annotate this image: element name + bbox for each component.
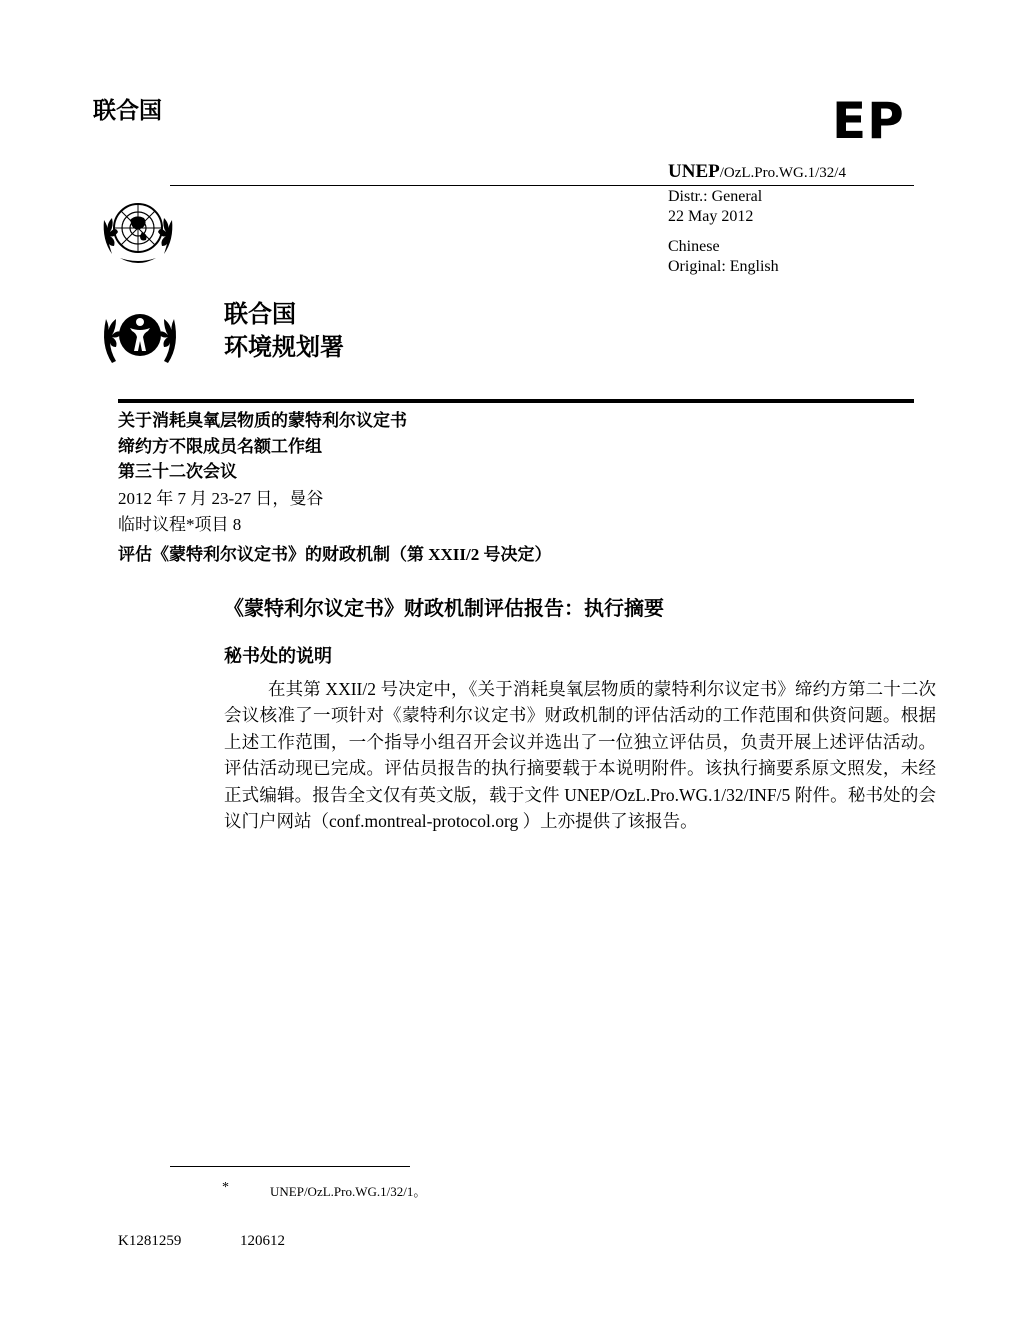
unep-name-line2: 环境规划署: [224, 333, 344, 361]
job-number: K1281259: [118, 1233, 182, 1249]
issue-date: 22 May 2012: [668, 208, 754, 225]
header-rule: [170, 185, 914, 186]
meeting-line-protocol: 关于消耗臭氧层物质的蒙特利尔议定书: [118, 411, 407, 430]
original-language: Original: English: [668, 258, 779, 275]
meeting-line-agenda: 临时议程*项目 8: [118, 515, 242, 534]
job-date: 120612: [240, 1233, 285, 1249]
un-emblem-icon: [90, 192, 186, 270]
thick-divider: [118, 399, 914, 403]
unep-logo-icon: [96, 297, 184, 377]
language: Chinese: [668, 238, 720, 255]
symbol-rest: /OzL.Pro.WG.1/32/4: [719, 165, 846, 181]
meeting-line-session: 第三十二次会议: [118, 462, 237, 481]
footnote-text: UNEP/OzL.Pro.WG.1/32/1。: [270, 1184, 427, 1199]
meeting-line-dates: 2012 年 7 月 23-27 日，曼谷: [118, 489, 324, 508]
symbol-prefix: UNEP: [668, 161, 720, 182]
document-title: 《蒙特利尔议定书》财政机制评估报告：执行摘要: [224, 598, 664, 620]
un-label: 联合国: [93, 98, 162, 124]
footnote-rule: [170, 1166, 410, 1167]
ep-language-code: EP: [832, 92, 905, 150]
distribution: Distr.: General: [668, 188, 763, 205]
document-symbol: [668, 161, 846, 183]
meeting-line-working-group: 缔约方不限成员名额工作组: [118, 437, 322, 456]
note-heading: 秘书处的说明: [224, 646, 332, 666]
footnote-marker: *: [222, 1180, 229, 1195]
body-paragraph: 在其第 XXII/2 号决定中，《关于消耗臭氧层物质的蒙特利尔议定书》缔约方第二十二次会议核准了一项针对《蒙特利尔议定书》财政机制的评估活动的工作范围和供资问题。根据上述工作范围，一个指导小组召开会议并选出了一位独立评估员，负责开展上述评估活动。评估活动现已完成。评估员报告的执行摘要载于本说明附件。该执行摘要系原文照发，未经正式编辑。报告全文仅有英文版，载于文件 UNEP/OzL.Pro.WG.1/32/INF/5 附件。秘书处的会议门户网站（conf.montreal-protocol.org ）上亦提供了该报告。: [224, 679, 936, 832]
unep-name-line1: 联合国: [224, 300, 296, 328]
meeting-line-item-title: 评估《蒙特利尔议定书》的财政机制（第 XXII/2 号决定）: [118, 545, 552, 564]
